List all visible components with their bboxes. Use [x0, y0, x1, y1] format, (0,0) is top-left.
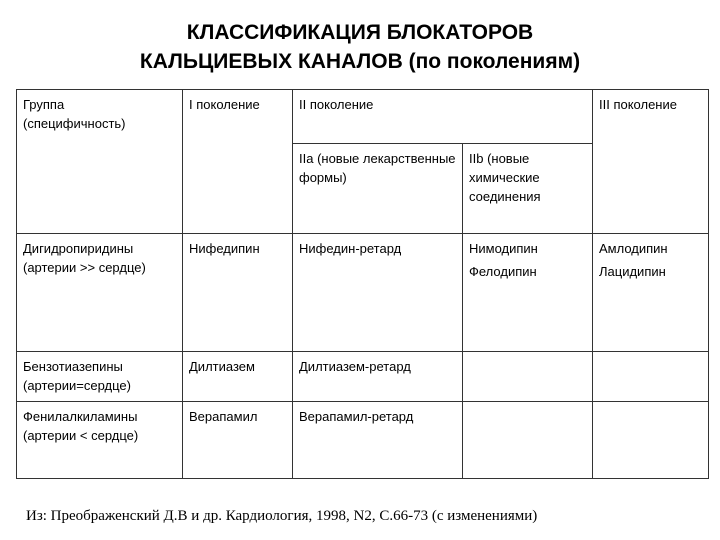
title-line-1: КЛАССИФИКАЦИЯ БЛОКАТОРОВ [186, 21, 534, 44]
row-gen2a: Нифедин-ретард [299, 241, 402, 256]
header-gen2: II поколение [299, 97, 374, 112]
row-group: Фенилалкиламины [23, 409, 138, 424]
row-spec: (артерии >> сердце) [23, 260, 146, 275]
row-gen1-cell [183, 352, 293, 402]
header-group-label: Группа [23, 97, 65, 112]
row-gen2a: Дилтиазем-ретард [299, 359, 411, 374]
header-gen2-cell [293, 90, 593, 144]
row-spec: (артерии < сердце) [23, 428, 139, 443]
row-gen2b-drug-1: Нимодипин [469, 241, 538, 256]
header-group-sub: (специфичность) [23, 116, 126, 131]
row-gen3-cell [593, 234, 709, 352]
row-group: Бензотиазепины [23, 359, 123, 374]
row-gen1-cell [183, 402, 293, 479]
header-gen1-cell [183, 90, 293, 234]
row-gen2b-cell [463, 234, 593, 352]
row-gen1: Нифедипин [189, 241, 260, 256]
row-group-cell [17, 402, 183, 479]
row-group: Дигидропиридины [23, 241, 134, 256]
header-gen1: I поколение [189, 97, 260, 112]
row-group-cell [17, 234, 183, 352]
row-gen1-cell [183, 234, 293, 352]
header-gen2a-cell [293, 144, 463, 234]
header-gen2b: IIb (новые химические соединения [469, 151, 541, 204]
row-gen2a-cell [293, 352, 463, 402]
header-gen3-cell [593, 90, 709, 234]
table-header-row [17, 90, 709, 144]
row-gen1: Дилтиазем [189, 359, 255, 374]
table-row [17, 402, 709, 479]
row-gen3-drug-2: Лацидипин [599, 264, 666, 279]
title-line-2: КАЛЬЦИЕВЫХ КАНАЛОВ (по поколениям) [139, 50, 581, 73]
header-gen3: III поколение [599, 97, 677, 112]
row-spec: (артерии=сердце) [23, 378, 131, 393]
row-gen2a: Верапамил-ретард [299, 409, 414, 424]
header-gen2a: IIa (новые лекарственные формы) [299, 151, 456, 185]
page-title [0, 18, 720, 76]
row-gen3-cell [593, 402, 709, 479]
row-gen3-cell [593, 352, 709, 402]
header-group-cell [17, 90, 183, 234]
table-row [17, 234, 709, 352]
row-gen2b-drug-2: Фелодипин [469, 264, 537, 279]
row-gen3-drug-1: Амлодипин [599, 241, 668, 256]
header-gen2b-cell [463, 144, 593, 234]
row-group-cell [17, 352, 183, 402]
row-gen2a-cell [293, 402, 463, 479]
row-gen2a-cell [293, 234, 463, 352]
row-gen1: Верапамил [189, 409, 258, 424]
table-row [17, 352, 709, 402]
row-gen2b-cell [463, 352, 593, 402]
row-gen2b-cell [463, 402, 593, 479]
source-citation: Из: Преображенский Д.В и др. Кардиология, 1998, N2, С.66-73 (с изменениями) [26, 508, 538, 524]
classification-table [16, 89, 709, 479]
